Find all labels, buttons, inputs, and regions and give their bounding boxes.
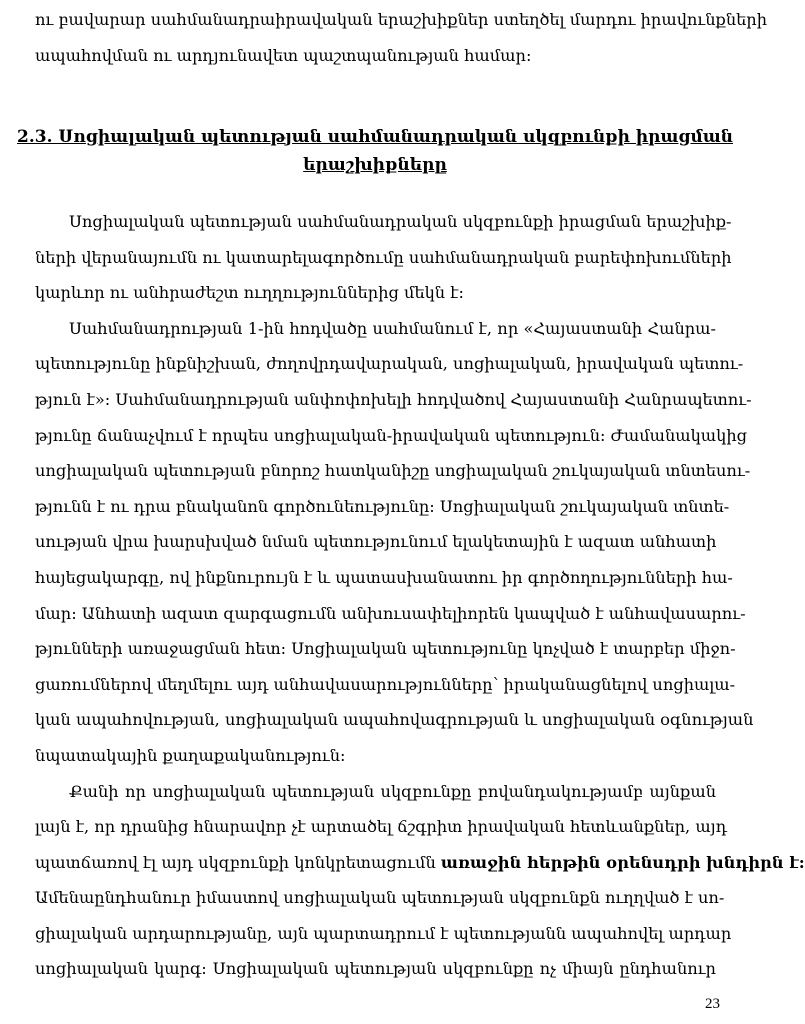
bold-emphasis: առաջին հերթին օրենսդրի խնդիրն է: — [440, 852, 805, 872]
text-line: ցիալական արդարությանը, այն պարտադրում է պետությանն ապահովել արդար — [35, 923, 732, 943]
text-line: կան ապահովության, սոցիալական ապահովագրության և սոցիալական օգնության — [35, 710, 754, 730]
text-line: սոցիալական պետության բնորոշ հատկանիշը սոցիալական շուկայական տնտեսու- — [35, 461, 751, 481]
text-line: Սոցիալական պետության սահմանադրական սկզբունքի իրացման երաշխիք- — [69, 212, 732, 231]
text-line: մար: Անհատի ազատ զարգացումն անխուսափելիորեն կապված է անհավասարու- — [35, 603, 746, 623]
text-line: սության վրա խարսխված նման պետությունում ելակետային է ազատ անհատի — [35, 532, 717, 552]
intro-text — [35, 2, 767, 73]
text-line: կարևոր ու անհրաժեշտ ուղղություններից մեկն է: — [35, 283, 464, 303]
text-line: թյունների առաջացման հետ: Սոցիալական պետությունը կոչված է տարբեր միջո- — [35, 639, 736, 659]
paragraph-1 — [35, 204, 805, 987]
text-line: պետությունը ինքնիշխան, ժողովրդավարական, սոցիալական, իրավական պետու- — [35, 354, 744, 374]
text-line: ների վերանայումն ու կատարելագործումը սահմանադրական բարեփոխումների — [35, 247, 732, 267]
text-line: Սահմանադրության 1-ին հոդվածը սահմանում է, որ «Հայաստանի Հանրա- — [69, 318, 716, 338]
text-line: հայեցակարգը, ով ինքնուրույն է և պատասխանատու իր գործողությունների հա- — [35, 567, 733, 587]
text-line: Քանի որ սոցիալական պետության սկզբունքը բովանդակությամբ այնքան — [69, 781, 716, 801]
text-line: թյունն է ու դրա բնականոն գործունեությունը: Սոցիալական շուկայական տնտե- — [35, 496, 730, 516]
section-heading-line: 2.3. Սոցիալական պետության սահմանադրական սկզբունքի իրացման — [17, 127, 733, 147]
text-line: թյունը ճանաչվում է որպես սոցիալական-իրավական պետություն: Ժամանակակից — [35, 425, 747, 445]
text-line: նպատակային քաղաքականություն: — [35, 745, 346, 765]
text-line: ու բավարար սահմանադրաիրավական երաշխիքներ ստեղծել մարդու իրավունքների — [35, 10, 767, 29]
section-heading-line: երաշխիքները — [303, 155, 447, 175]
plain-text: պատճառով էլ այդ սկզբունքի կոնկրետացումն — [35, 852, 441, 872]
text-line: ցառումներով մեղմելու այդ անհավասարությունները՝ իրականացնելով սոցիալա- — [35, 674, 736, 694]
text-line — [35, 845, 805, 881]
text-line: ապահովման ու արդյունավետ պաշտպանության համար: — [35, 45, 532, 65]
text-line: Ամենաընդհանուր իմաստով սոցիալական պետության սկզբունքն ուղղված է սո- — [35, 888, 725, 908]
page-number: 23 — [705, 996, 720, 1012]
text-line: սոցիալական կարգ: Սոցիալական պետության սկզբունքը ոչ միայն ընդհանուր — [35, 959, 716, 979]
text-line: թյուն է»: Սահմանադրության անփոփոխելի հոդվածով Հայաստանի Հանրապետու- — [35, 389, 752, 409]
section-heading — [0, 123, 750, 179]
text-line: լայն է, որ դրանից հնարավոր չէ արտածել ճշգրիտ իրավական հետևանքներ, այդ — [35, 817, 727, 837]
